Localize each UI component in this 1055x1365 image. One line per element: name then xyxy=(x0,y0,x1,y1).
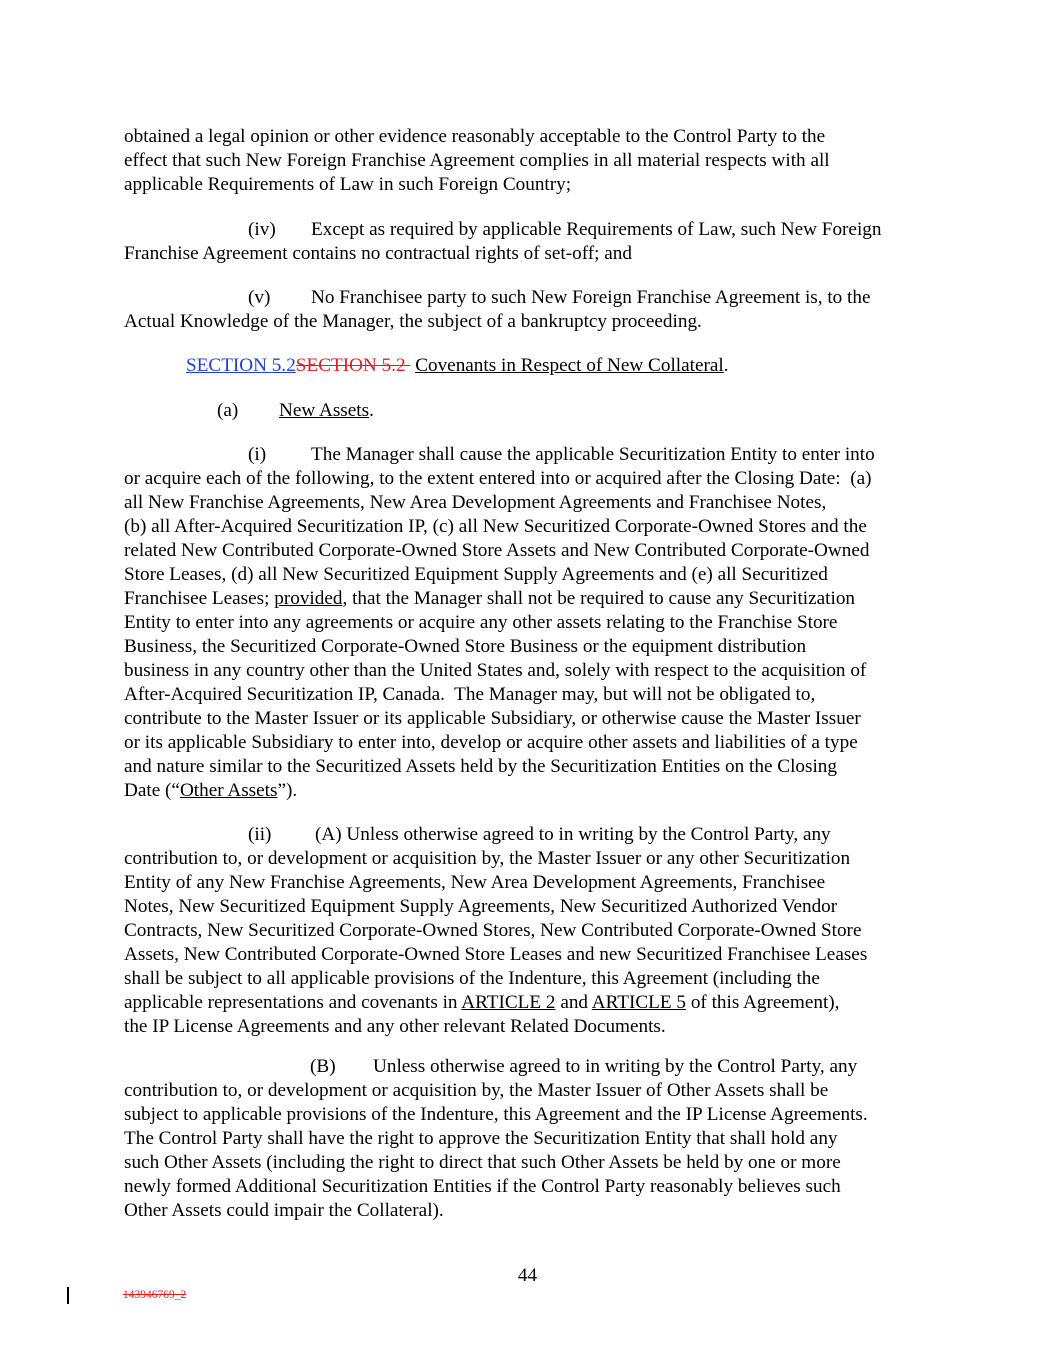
body-text-line: related New Contributed Corporate-Owned Store Assets and New Contributed Corporate-Owned xyxy=(124,540,870,561)
body-text-line: contribution to, or development or acquisition by, the Master Issuer or any other Securitization xyxy=(124,848,851,869)
body-text-line: No Franchisee party to such New Foreign Franchise Agreement is, to the xyxy=(311,287,871,308)
subsection-title: New Assets xyxy=(279,400,370,421)
text-run: Date (“ xyxy=(124,780,180,801)
defined-term-provided: provided xyxy=(274,588,343,609)
body-text-line: or its applicable Subsidiary to enter into, develop or acquire other assets and liabilities of a type xyxy=(124,732,858,753)
clause-marker: (a) xyxy=(217,400,239,421)
body-text-line: newly formed Additional Securitization Entities if the Control Party reasonably believes such xyxy=(124,1176,841,1197)
body-text-line: obtained a legal opinion or other evidence reasonably acceptable to the Control Party to the xyxy=(124,126,826,147)
clause-marker: (i) xyxy=(248,444,267,465)
body-text-line xyxy=(124,587,855,611)
body-text-line: the IP License Agreements and any other relevant Related Documents. xyxy=(124,1016,666,1037)
body-text-line: such Other Assets (including the right to direct that such Other Assets be held by one or more xyxy=(124,1152,841,1173)
change-bar xyxy=(67,1287,69,1304)
clause-marker: (ii) xyxy=(248,824,272,845)
cross-reference-article-5: ARTICLE 5 xyxy=(591,992,687,1013)
text-run: and xyxy=(555,992,592,1013)
body-text-line: business in any country other than the United States and, solely with respect to the acquisition of xyxy=(124,660,867,681)
cross-reference-article-2: ARTICLE 2 xyxy=(461,992,556,1013)
body-text-line: Except as required by applicable Requirements of Law, such New Foreign xyxy=(311,219,882,240)
body-text-line: Other Assets could impair the Collateral). xyxy=(124,1200,444,1221)
body-text-line: Franchise Agreement contains no contractual rights of set-off; and xyxy=(124,243,632,264)
text-run: Franchisee Leases; xyxy=(124,588,275,609)
body-text-line: After-Acquired Securitization IP, Canada. The Manager may, but will not be obligated to, xyxy=(124,684,816,705)
body-text-line: contribute to the Master Issuer or its applicable Subsidiary, or otherwise cause the Master Issuer xyxy=(124,708,861,729)
body-text-line: Entity to enter into any agreements or acquire any other assets relating to the Franchise Store xyxy=(124,612,838,633)
deleted-section-number: SECTION 5.2 xyxy=(295,355,411,376)
body-text-line xyxy=(124,779,297,803)
section-heading xyxy=(186,354,729,378)
body-text-line: subject to applicable provisions of the Indenture, this Agreement and the IP License Agreements. xyxy=(124,1104,868,1125)
body-text-line: Assets, New Contributed Corporate-Owned Store Leases and new Securitized Franchisee Leases xyxy=(124,944,868,965)
body-text-line: applicable Requirements of Law in such Foreign Country; xyxy=(124,174,572,195)
body-text-line xyxy=(124,991,839,1015)
section-title-period: . xyxy=(723,355,729,376)
document-id-deleted: 143946769_2 xyxy=(123,1289,187,1301)
body-text-line: Unless otherwise agreed to in writing by the Control Party, any xyxy=(373,1056,858,1077)
clause-marker: (v) xyxy=(248,287,271,308)
text-run: of this Agreement), xyxy=(686,992,840,1013)
inserted-section-number: SECTION 5.2 xyxy=(186,355,296,376)
body-text-line: Entity of any New Franchise Agreements, New Area Development Agreements, Franchisee xyxy=(124,872,826,893)
section-title: Covenants in Respect of New Collateral xyxy=(415,355,724,376)
body-text-line: The Manager shall cause the applicable Securitization Entity to enter into xyxy=(311,444,875,465)
body-text-line: Store Leases, (d) all New Securitized Equipment Supply Agreements and (e) all Securitized xyxy=(124,564,828,585)
subsection-heading xyxy=(279,399,374,423)
page-number: 44 xyxy=(517,1265,538,1286)
body-text-line: and nature similar to the Securitized Assets held by the Securitization Entities on the Closing xyxy=(124,756,837,777)
body-text-line: Actual Knowledge of the Manager, the subject of a bankruptcy proceeding. xyxy=(124,311,702,332)
subsection-title-period: . xyxy=(369,400,374,421)
body-text-line: Contracts, New Securitized Corporate-Owned Stores, New Contributed Corporate-Owned Store xyxy=(124,920,862,941)
body-text-line: (b) all After-Acquired Securitization IP, (c) all New Securitized Corporate-Owned Stores and the xyxy=(124,516,867,537)
body-text-line: effect that such New Foreign Franchise Agreement complies in all material respects with all xyxy=(124,150,830,171)
body-text-line: contribution to, or development or acquisition by, the Master Issuer of Other Assets shall be xyxy=(124,1080,829,1101)
body-text-line: shall be subject to all applicable provisions of the Indenture, this Agreement (including the xyxy=(124,968,820,989)
text-run: applicable representations and covenants in xyxy=(124,992,462,1013)
body-text-line: Business, the Securitized Corporate-Owned Store Business or the equipment distribution xyxy=(124,636,807,657)
text-run: ”). xyxy=(277,780,298,801)
defined-term-other-assets: Other Assets xyxy=(179,780,278,801)
body-text-line: (A) Unless otherwise agreed to in writing by the Control Party, any xyxy=(315,824,831,845)
body-text-line: The Control Party shall have the right to approve the Securitization Entity that shall hold any xyxy=(124,1128,838,1149)
body-text-line: all New Franchise Agreements, New Area Development Agreements and Franchisee Notes, xyxy=(124,492,827,513)
body-text-line: Notes, New Securitized Equipment Supply Agreements, New Securitized Authorized Vendor xyxy=(124,896,838,917)
clause-marker: (iv) xyxy=(248,219,276,240)
clause-marker: (B) xyxy=(310,1056,336,1077)
text-run: , that the Manager shall not be required to cause any Securitization xyxy=(342,588,856,609)
body-text-line: or acquire each of the following, to the extent entered into or acquired after the Closing Date: (a) xyxy=(124,468,872,489)
